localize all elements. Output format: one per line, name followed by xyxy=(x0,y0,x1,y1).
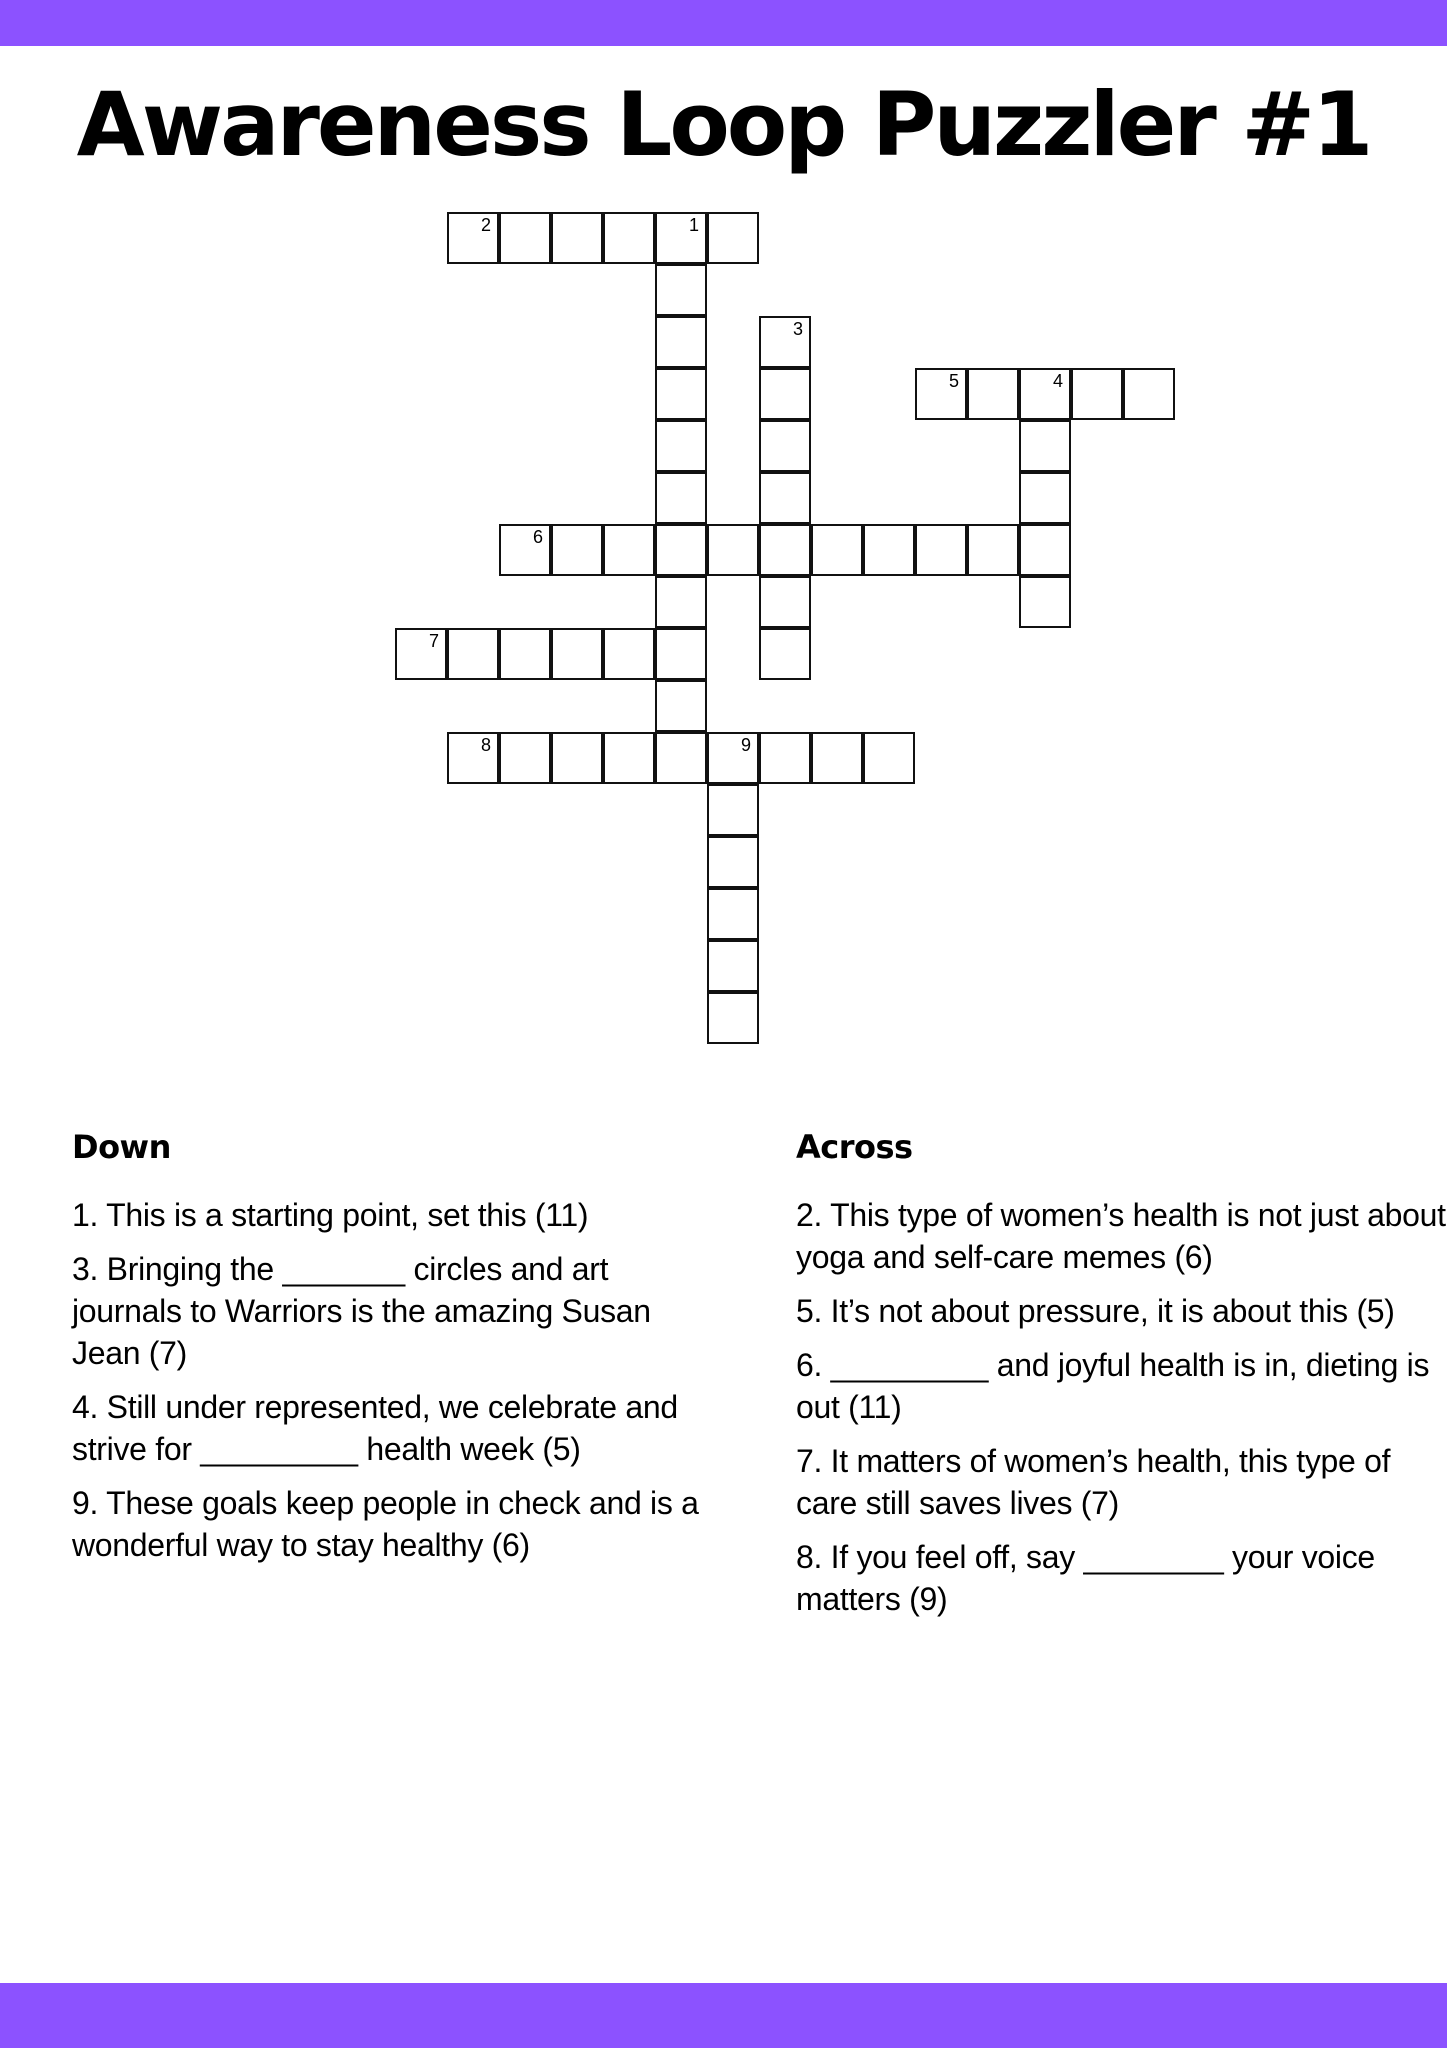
grid-cell[interactable] xyxy=(707,524,759,576)
grid-cell[interactable] xyxy=(499,212,551,264)
clue-number: 8 xyxy=(481,735,492,755)
grid-cell[interactable] xyxy=(759,576,811,628)
down-heading: Down xyxy=(72,1128,171,1166)
grid-cell[interactable] xyxy=(551,212,603,264)
grid-cell[interactable] xyxy=(707,836,759,888)
grid-cell[interactable] xyxy=(655,264,707,316)
grid-cell[interactable] xyxy=(1019,368,1071,420)
grid-cell[interactable] xyxy=(707,992,759,1044)
down-clue: 9. These goals keep people in check and is a wonderful way to stay healthy (6) xyxy=(72,1485,699,1563)
grid-cell[interactable] xyxy=(863,732,915,784)
grid-cell[interactable] xyxy=(1019,524,1071,576)
grid-cell[interactable] xyxy=(447,212,499,264)
grid-cell[interactable] xyxy=(551,628,603,680)
down-clue: 4. Still under represented, we celebrate and strive for _________ health week (5) xyxy=(72,1389,678,1467)
grid-cell[interactable] xyxy=(447,732,499,784)
grid-cell[interactable] xyxy=(551,524,603,576)
grid-cell[interactable] xyxy=(707,732,759,784)
grid-cell[interactable] xyxy=(551,732,603,784)
grid-cell[interactable] xyxy=(655,576,707,628)
clue-number: 5 xyxy=(949,371,960,391)
grid-cell[interactable] xyxy=(707,784,759,836)
grid-cell[interactable] xyxy=(707,940,759,992)
grid-cell[interactable] xyxy=(1019,576,1071,628)
grid-cell[interactable] xyxy=(499,732,551,784)
across-clues xyxy=(796,1122,1446,1632)
clue-number: 3 xyxy=(793,319,804,339)
grid-cell[interactable] xyxy=(967,524,1019,576)
grid-cell[interactable] xyxy=(655,732,707,784)
clue-number: 9 xyxy=(741,735,752,755)
grid-cell[interactable] xyxy=(759,628,811,680)
grid-cell[interactable] xyxy=(1071,368,1123,420)
down-clue: 3. Bringing the _______ circles and art journals to Warriors is the amazing Susan Jean (7) xyxy=(72,1251,651,1371)
grid-cell[interactable] xyxy=(915,368,967,420)
grid-cell[interactable] xyxy=(655,628,707,680)
grid-cell[interactable] xyxy=(811,732,863,784)
grid-cell[interactable] xyxy=(707,888,759,940)
bottom-accent-band xyxy=(0,1983,1447,2048)
grid-cell[interactable] xyxy=(655,368,707,420)
grid-cell[interactable] xyxy=(1123,368,1175,420)
grid-cell[interactable] xyxy=(447,628,499,680)
grid-cell[interactable] xyxy=(863,524,915,576)
grid-cell[interactable] xyxy=(603,732,655,784)
clue-number: 4 xyxy=(1053,371,1064,391)
grid-cell[interactable] xyxy=(759,316,811,368)
clue-number: 2 xyxy=(481,215,492,235)
grid-cell[interactable] xyxy=(603,628,655,680)
grid-cell[interactable] xyxy=(759,472,811,524)
grid-cell[interactable] xyxy=(759,524,811,576)
grid-cell[interactable] xyxy=(655,524,707,576)
across-clue: 2. This type of women’s health is not just about yoga and self-care memes (6) xyxy=(796,1197,1446,1275)
grid-cell[interactable] xyxy=(603,212,655,264)
grid-cell[interactable] xyxy=(603,524,655,576)
grid-cell[interactable] xyxy=(915,524,967,576)
clue-number: 7 xyxy=(429,631,440,651)
grid-cell[interactable] xyxy=(655,420,707,472)
down-clue: 1. This is a starting point, set this (11) xyxy=(72,1197,589,1233)
grid-cell[interactable] xyxy=(759,420,811,472)
clue-number: 1 xyxy=(689,215,700,235)
across-clue: 7. It matters of women’s health, this type of care still saves lives (7) xyxy=(796,1443,1391,1521)
grid-cell[interactable] xyxy=(499,628,551,680)
grid-cell[interactable] xyxy=(967,368,1019,420)
down-clues xyxy=(72,1122,722,1578)
across-clue: 8. If you feel off, say ________ your voice matters (9) xyxy=(796,1539,1375,1617)
grid-cell[interactable] xyxy=(395,628,447,680)
grid-cell[interactable] xyxy=(811,524,863,576)
across-clue: 5. It’s not about pressure, it is about this (5) xyxy=(796,1293,1395,1329)
across-heading: Across xyxy=(796,1128,913,1166)
grid-cell[interactable] xyxy=(655,472,707,524)
clue-number: 6 xyxy=(533,527,544,547)
grid-cell[interactable] xyxy=(1019,420,1071,472)
grid-cell[interactable] xyxy=(655,316,707,368)
grid-cell[interactable] xyxy=(655,212,707,264)
grid-cell[interactable] xyxy=(707,212,759,264)
page-title: Awareness Loop Puzzler #1 xyxy=(76,73,1371,176)
grid-cell[interactable] xyxy=(759,732,811,784)
grid-cell[interactable] xyxy=(759,368,811,420)
grid-cell[interactable] xyxy=(1019,472,1071,524)
grid-cell[interactable] xyxy=(499,524,551,576)
across-clue: 6. _________ and joyful health is in, dieting is out (11) xyxy=(796,1347,1430,1425)
grid-cell[interactable] xyxy=(655,680,707,732)
